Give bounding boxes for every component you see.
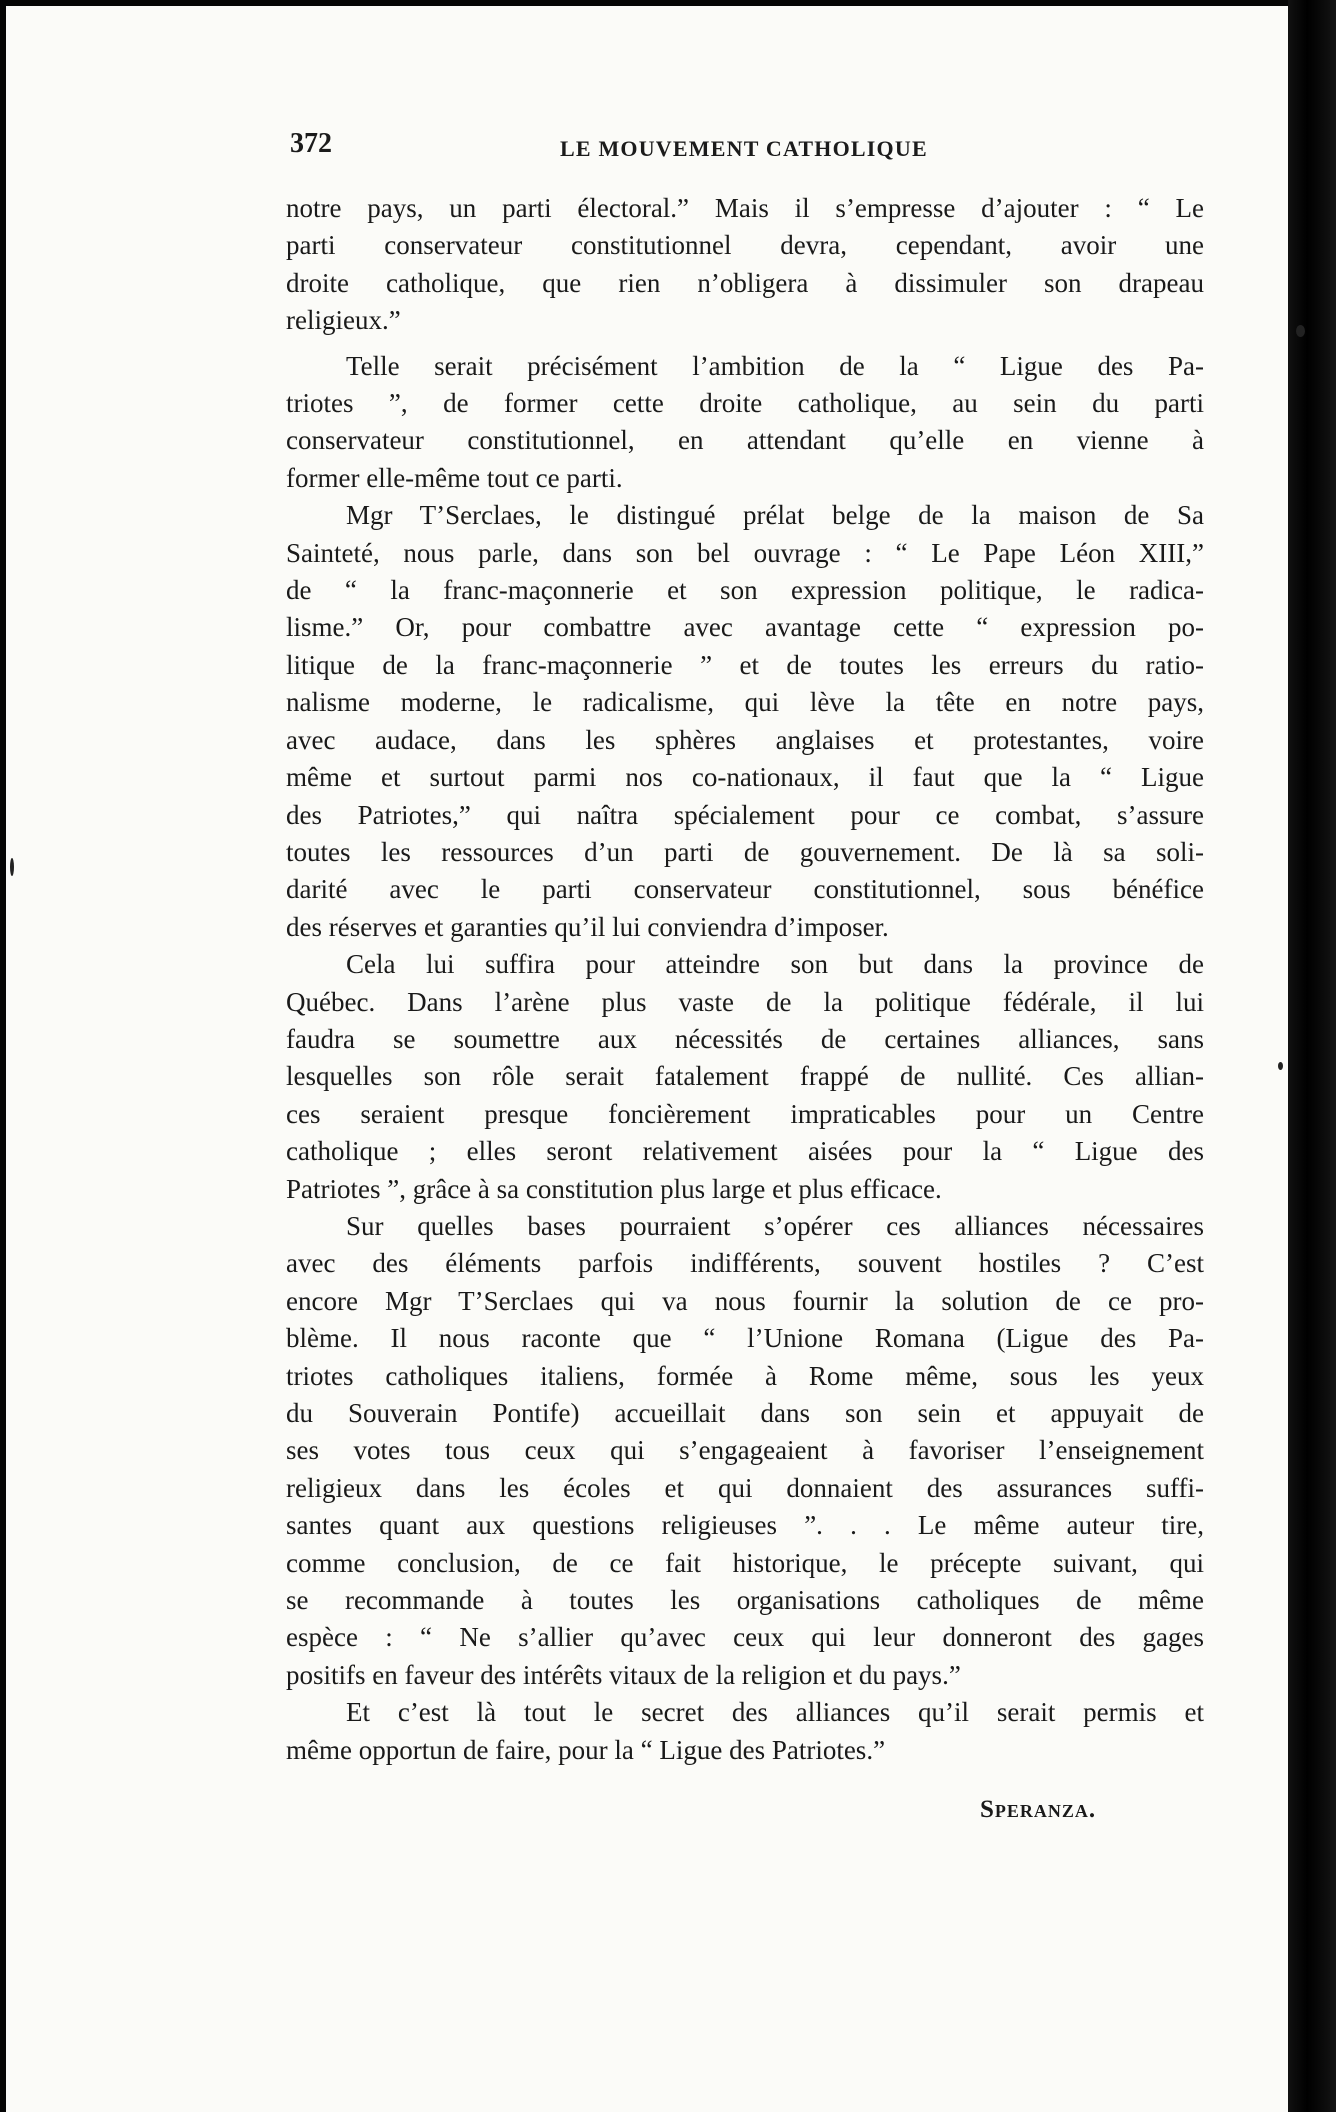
text-line: lesquelles son rôle serait fatalement frappé de nullité. Ces allian- — [286, 1061, 1204, 1092]
text-line: santes quant aux questions religieuses ”. . . Le même auteur tire, — [286, 1510, 1204, 1541]
paragraph — [286, 1694, 1204, 1769]
author-signature: Speranza. — [980, 1796, 1097, 1823]
text-line: comme conclusion, de ce fait historique, le précepte suivant, qui — [286, 1547, 1204, 1578]
text-line: Patriotes ”, grâce à sa constitution plus large et plus efficace. — [286, 1173, 942, 1204]
text-line: droite catholique, que rien n’obligera à dissimuler son drapeau — [286, 267, 1204, 298]
text-line: des réserves et garanties qu’il lui conviendra d’imposer. — [286, 911, 889, 942]
text-line: encore Mgr T’Serclaes qui va nous fournir la solution de ce pro- — [286, 1285, 1204, 1316]
text-line: ces seraient presque foncièrement impraticables pour un Centre — [286, 1098, 1204, 1129]
running-head: LE MOUVEMENT CATHOLIQUE — [560, 136, 928, 161]
text-line: avec des éléments parfois indifférents, souvent hostiles ? C’est — [286, 1248, 1204, 1279]
text-line: catholique ; elles seront relativement aisées pour la “ Ligue des — [286, 1136, 1204, 1167]
text-line: former elle-même tout ce parti. — [286, 462, 623, 493]
facing-page-edge — [1288, 0, 1336, 2112]
body-text — [286, 190, 1204, 1769]
text-line: se recommande à toutes les organisations catholiques de même — [286, 1585, 1204, 1616]
text-line: conservateur constitutionnel, en attendant qu’elle en vienne à — [286, 425, 1204, 456]
text-line: Cela lui suffira pour atteindre son but dans la province de — [346, 949, 1204, 980]
paragraph — [286, 497, 1204, 946]
text-line: ses votes tous ceux qui s’engageaient à favoriser l’enseignement — [286, 1435, 1204, 1466]
text-line: toutes les ressources d’un parti de gouvernement. De là sa soli- — [286, 836, 1204, 867]
scan-speck — [1296, 325, 1305, 337]
text-line: notre pays, un parti électoral.” Mais il s’empresse d’ajouter : “ Le — [286, 193, 1204, 223]
text-line: faudra se soumettre aux nécessités de certaines alliances, sans — [286, 1023, 1204, 1054]
text-line: positifs en faveur des intérêts vitaux de la religion et du pays.” — [286, 1659, 961, 1690]
page-header — [290, 128, 1210, 168]
text-line: de “ la franc-maçonnerie et son expression politique, le radica- — [286, 575, 1204, 606]
text-line: même opportun de faire, pour la “ Ligue des Patriotes.” — [286, 1734, 886, 1765]
text-line: Sainteté, nous parle, dans son bel ouvrage : “ Le Pape Léon XIII,” — [286, 537, 1204, 568]
text-line: triotes ”, de former cette droite catholique, au sein du parti — [286, 388, 1204, 419]
text-line: parti conservateur constitutionnel devra, cependant, avoir une — [286, 230, 1204, 261]
text-line: Telle serait précisément l’ambition de la “ Ligue des Pa- — [346, 350, 1204, 381]
text-line: même et surtout parmi nos co-nationaux, il faut que la “ Ligue — [286, 762, 1204, 793]
text-line: blème. Il nous raconte que “ l’Unione Romana (Ligue des Pa- — [286, 1323, 1204, 1354]
text-line: des Patriotes,” qui naîtra spécialement pour ce combat, s’assure — [286, 799, 1204, 830]
paragraph — [286, 190, 1204, 340]
text-line: Sur quelles bases pourraient s’opérer ces alliances nécessaires — [346, 1210, 1204, 1241]
text-line: darité avec le parti conservateur constitutionnel, sous bénéfice — [286, 874, 1204, 905]
text-line: triotes catholiques italiens, formée à Rome même, sous les yeux — [286, 1360, 1204, 1391]
scan-speck — [10, 858, 14, 876]
text-line: lisme.” Or, pour combattre avec avantage cette “ expression po- — [286, 612, 1204, 643]
paragraph — [286, 348, 1204, 498]
text-line: avec audace, dans les sphères anglaises et protestantes, voire — [286, 724, 1204, 755]
text-line: espèce : “ Ne s’allier qu’avec ceux qui leur donneront des gages — [286, 1622, 1204, 1653]
text-line: Et c’est là tout le secret des alliances qu’il serait permis et — [346, 1697, 1204, 1728]
text-line: Mgr T’Serclaes, le distingué prélat belge de la maison de Sa — [346, 500, 1204, 531]
paragraph — [286, 946, 1204, 1208]
text-line: litique de la franc-maçonnerie ” et de toutes les erreurs du ratio- — [286, 649, 1204, 680]
page-number: 372 — [290, 128, 332, 159]
scan-speck — [1278, 1062, 1283, 1070]
text-line: du Souverain Pontife) accueillait dans son sein et appuyait de — [286, 1398, 1204, 1428]
text-line: religieux dans les écoles et qui donnaient des assurances suffi- — [286, 1472, 1204, 1503]
text-line: Québec. Dans l’arène plus vaste de la politique fédérale, il lui — [286, 986, 1204, 1017]
text-line: religieux.” — [286, 305, 401, 336]
paragraph — [286, 1208, 1204, 1694]
text-line: nalisme moderne, le radicalisme, qui lève la tête en notre pays, — [286, 687, 1204, 718]
